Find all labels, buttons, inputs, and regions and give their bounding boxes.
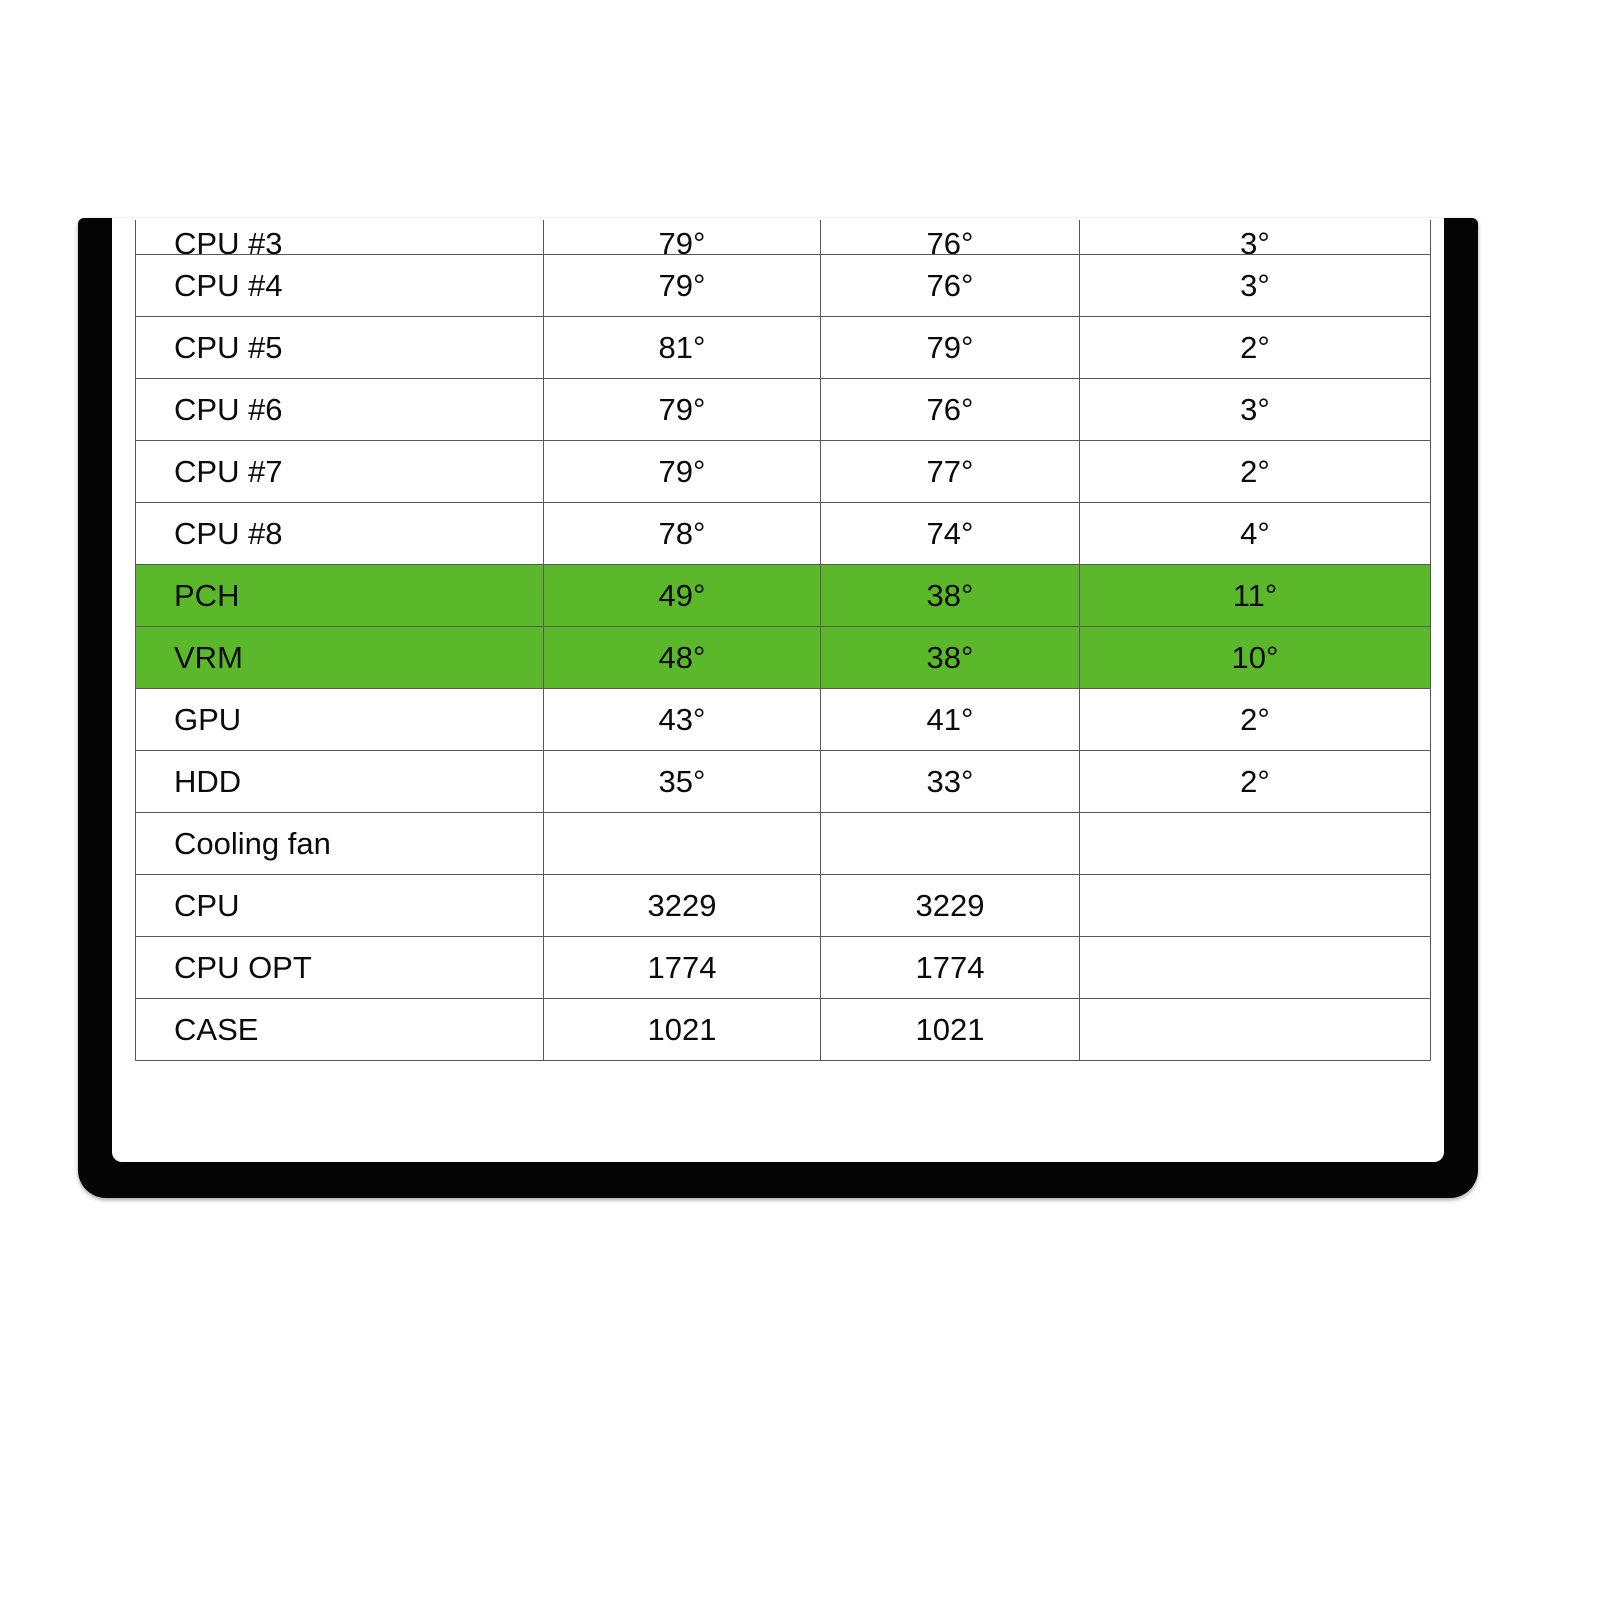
- row-minimum: 3229: [821, 875, 1080, 937]
- row-delta: 2°: [1080, 689, 1431, 751]
- row-current: 78°: [544, 503, 821, 565]
- row-delta: 3°: [1080, 255, 1431, 317]
- row-delta: 2°: [1080, 441, 1431, 503]
- row-minimum: 33°: [821, 751, 1080, 813]
- table-row[interactable]: [136, 255, 1431, 317]
- row-label: CPU #4: [136, 255, 544, 317]
- table-row[interactable]: [136, 875, 1431, 937]
- row-label: VRM: [136, 627, 544, 689]
- row-current: 49°: [544, 565, 821, 627]
- row-minimum: 1021: [821, 999, 1080, 1061]
- row-minimum: 77°: [821, 441, 1080, 503]
- table-row[interactable]: [136, 441, 1431, 503]
- screen-content: [112, 218, 1444, 1162]
- row-label: GPU: [136, 689, 544, 751]
- row-current: 1774: [544, 937, 821, 999]
- row-delta: 3°: [1080, 379, 1431, 441]
- row-current: 81°: [544, 317, 821, 379]
- row-label: CPU #5: [136, 317, 544, 379]
- row-current: 3229: [544, 875, 821, 937]
- row-current: 35°: [544, 751, 821, 813]
- row-label: CPU #3: [136, 220, 544, 255]
- row-minimum: [821, 813, 1080, 875]
- table-row[interactable]: [136, 379, 1431, 441]
- row-label: CASE: [136, 999, 544, 1061]
- sensor-table-body: [136, 220, 1431, 1061]
- row-delta: [1080, 813, 1431, 875]
- row-minimum: 41°: [821, 689, 1080, 751]
- table-row[interactable]: [136, 937, 1431, 999]
- table-row-highlighted[interactable]: [136, 627, 1431, 689]
- row-minimum: 76°: [821, 379, 1080, 441]
- table-row[interactable]: [136, 689, 1431, 751]
- row-label: CPU OPT: [136, 937, 544, 999]
- row-label: HDD: [136, 751, 544, 813]
- row-delta: 2°: [1080, 317, 1431, 379]
- row-current: 1021: [544, 999, 821, 1061]
- table-row[interactable]: [136, 503, 1431, 565]
- row-minimum: 74°: [821, 503, 1080, 565]
- row-label: PCH: [136, 565, 544, 627]
- row-label: CPU: [136, 875, 544, 937]
- row-delta: [1080, 937, 1431, 999]
- row-current: 79°: [544, 220, 821, 255]
- row-current: 43°: [544, 689, 821, 751]
- row-label: CPU #7: [136, 441, 544, 503]
- row-delta: 11°: [1080, 565, 1431, 627]
- row-label: Cooling fan: [136, 813, 544, 875]
- row-current: [544, 813, 821, 875]
- row-label: CPU #8: [136, 503, 544, 565]
- table-row[interactable]: [136, 999, 1431, 1061]
- row-label: CPU #6: [136, 379, 544, 441]
- table-row-highlighted[interactable]: [136, 565, 1431, 627]
- row-minimum: 38°: [821, 565, 1080, 627]
- row-delta: 4°: [1080, 503, 1431, 565]
- sensor-table-wrap: [135, 220, 1430, 1061]
- row-delta: [1080, 875, 1431, 937]
- row-minimum: 38°: [821, 627, 1080, 689]
- row-minimum: 79°: [821, 317, 1080, 379]
- row-delta: [1080, 999, 1431, 1061]
- row-minimum: 76°: [821, 255, 1080, 317]
- row-current: 48°: [544, 627, 821, 689]
- sensor-table: [135, 220, 1431, 1061]
- row-current: 79°: [544, 255, 821, 317]
- row-current: 79°: [544, 441, 821, 503]
- row-minimum: 1774: [821, 937, 1080, 999]
- table-row[interactable]: [136, 220, 1431, 255]
- table-row[interactable]: [136, 317, 1431, 379]
- row-minimum: 76°: [821, 220, 1080, 255]
- table-row[interactable]: [136, 751, 1431, 813]
- table-section-row[interactable]: [136, 813, 1431, 875]
- row-delta: 2°: [1080, 751, 1431, 813]
- row-delta: 3°: [1080, 220, 1431, 255]
- row-delta: 10°: [1080, 627, 1431, 689]
- row-current: 79°: [544, 379, 821, 441]
